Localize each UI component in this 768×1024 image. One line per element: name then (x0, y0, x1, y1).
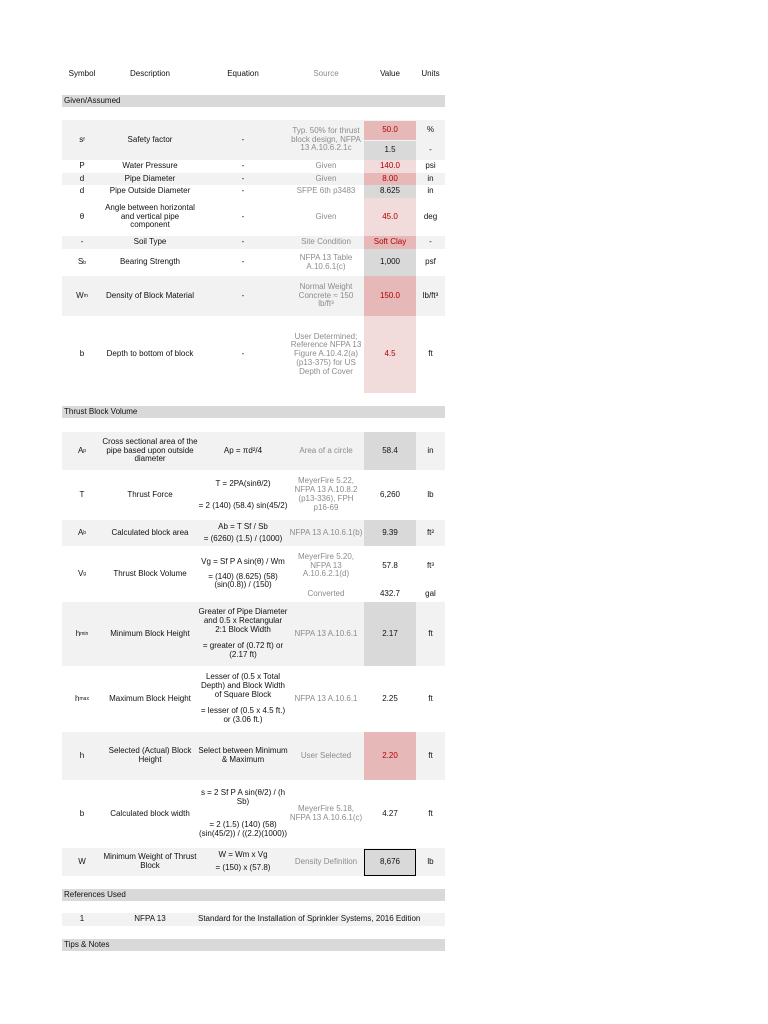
desc-d-outside: Pipe Outside Diameter (109, 186, 191, 196)
units-t: lb (427, 489, 434, 499)
eq-w-substituted: = (150) x (57.8) (215, 863, 271, 872)
desc-b-width: Calculated block width (110, 808, 190, 818)
section-given-title: Given/Assumed (64, 95, 121, 105)
section-references-title: References Used (64, 889, 126, 899)
value-hmax: 2.25 (382, 693, 398, 703)
value-p: 140.0 (364, 160, 416, 173)
value-wm: 150.0 (364, 276, 416, 316)
symbol-w: W (78, 856, 86, 866)
source-soil: Site Condition (301, 237, 351, 247)
eq-b-width-substituted: = 2 (1.5) (140) (58) (sin(45/2)) / ((2.2)(1000)) (198, 820, 288, 838)
source-d-outside: SFPE 6th p3483 (296, 186, 356, 196)
eq-t-substituted: = 2 (140) (58.4) sin(45/2) (198, 500, 288, 510)
source-hmax: NFPA 13 A.10.6.1 (294, 693, 358, 703)
source-sf: Typ. 50% for thrust block design, NFPA 13 A.10.6.2.1c (291, 125, 361, 153)
reference-number: 1 (79, 914, 85, 924)
source-ab: NFPA 13 A.10.6.1(b) (289, 527, 363, 537)
eq-hmin-formula: Greater of Pipe Diameter and 0.5 x Rectangular 2:1 Block Width (198, 607, 288, 634)
header-symbol: Symbol (68, 69, 96, 79)
source-p: Given (315, 161, 337, 171)
eq-d-outside: - (241, 186, 245, 196)
eq-wm: - (241, 290, 245, 300)
eq-hmax-formula: Lesser of (0.5 x Total Depth) and Block Width of Square Block (200, 672, 286, 699)
eq-hmin-substituted: = greater of (0.72 ft) or (2.17 ft) (202, 641, 284, 660)
eq-hmax-substituted: = lesser of (0.5 x 4.5 ft.) or (3.06 ft.) (200, 706, 286, 725)
eq-w (198, 848, 288, 876)
value-w: 8,676 (364, 849, 416, 876)
desc-sf: Safety factor (127, 134, 173, 144)
source-vg: MeyerFire 5.20, NFPA 13 A.10.6.2.1(d) (297, 551, 355, 579)
eq-p: - (241, 161, 245, 171)
symbol-b-width: b (79, 808, 85, 818)
eq-vg-substituted: = (140) (8.625) (58) (sin(0.8)) / (150) (208, 571, 278, 590)
units-d: in (427, 173, 434, 183)
desc-h: Selected (Actual) Block Height (108, 746, 192, 764)
value-hmin: 2.17 (364, 602, 416, 666)
eq-d: - (241, 173, 245, 183)
symbol-hmin: h min (75, 628, 89, 638)
eq-ab (198, 520, 288, 546)
eq-sb: - (241, 257, 245, 267)
symbol-h: h (79, 750, 85, 760)
value-sf-factor: 1.5 (364, 141, 416, 160)
source-t: MeyerFire 5.22, NFPA 13 A.10.8.2 (p13-336), FPH p16-69 (294, 476, 358, 512)
symbol-p: P (79, 161, 85, 171)
eq-w-formula: W = Wm x Vg (218, 850, 268, 860)
value-d-outside: 8.625 (364, 185, 416, 198)
header-equation: Equation (227, 69, 259, 79)
source-sb: NFPA 13 Table A.10.6.1(c) (299, 252, 353, 271)
symbol-t: T (79, 489, 85, 499)
units-soil: - (429, 237, 432, 247)
units-sf-factor: - (429, 145, 432, 155)
units-theta: deg (423, 211, 438, 221)
source-b-depth: User Determined; Reference NFPA 13 Figure A.10.4.2(a) (p13-375) for US Depth of Cover (290, 331, 362, 376)
desc-soil: Soil Type (133, 237, 167, 247)
value-h[interactable]: 2.20 (364, 732, 416, 780)
symbol-d: d (79, 173, 85, 183)
units-hmax: ft (428, 693, 433, 703)
eq-sf: - (241, 134, 245, 144)
eq-hmax (198, 666, 288, 732)
eq-vg-formula: Vg = Sf P A sin(θ) / Wm (201, 556, 285, 566)
symbol-ap: A p (77, 445, 87, 455)
reference-name: NFPA 13 (134, 914, 166, 924)
section-thrust-title: Thrust Block Volume (64, 406, 138, 416)
eq-t (198, 470, 288, 520)
value-ap: 58.4 (364, 432, 416, 470)
units-b-depth: ft (428, 349, 433, 359)
source-hmin: NFPA 13 A.10.6.1 (294, 628, 358, 638)
symbol-b-depth: b (79, 349, 85, 359)
units-h: ft (428, 750, 433, 760)
units-p: psi (425, 161, 436, 171)
desc-hmax: Maximum Block Height (109, 693, 191, 703)
value-soil[interactable]: Soft Clay (364, 236, 416, 249)
eq-t-formula: T = 2PA(sinθ/2) (215, 478, 271, 488)
eq-ap: Ap = πd²/4 (223, 445, 263, 455)
value-vg-gal: 432.7 (379, 588, 401, 598)
eq-h: Select between Minimum & Maximum (198, 746, 288, 764)
desc-p: Water Pressure (122, 161, 178, 171)
eq-b-width-formula: s = 2 Sf P A sin(θ/2) / (h Sb) (200, 788, 286, 807)
value-ab: 9.39 (364, 520, 416, 546)
source-theta: Given (315, 211, 337, 221)
source-b-width: MeyerFire 5.18, NFPA 13 A.10.6.1(c) (289, 804, 363, 822)
symbol-theta: θ (79, 211, 85, 221)
units-vg-gal: gal (425, 588, 436, 598)
symbol-wm: W m (76, 290, 88, 300)
units-sb: psf (425, 257, 436, 267)
desc-vg: Thrust Block Volume (113, 568, 187, 578)
units-sf-percent: % (426, 125, 435, 135)
eq-vg (198, 546, 288, 602)
units-d-outside: in (427, 186, 434, 196)
value-theta: 45.0 (364, 198, 416, 236)
value-d: 8.00 (364, 173, 416, 185)
eq-ab-formula: Ab = T Sf / Sb (218, 521, 268, 531)
header-units: Units (421, 69, 440, 79)
units-hmin: ft (428, 628, 433, 638)
desc-w: Minimum Weight of Thrust Block (103, 852, 197, 870)
reference-title: Standard for the Installation of Sprinkler Systems, 2016 Edition (198, 914, 421, 924)
desc-b-depth: Depth to bottom of block (106, 349, 194, 359)
source-w: Density Definition (294, 856, 358, 866)
value-vg: 57.8 (382, 560, 398, 570)
symbol-vg: V g (77, 568, 87, 578)
source-d: Given (315, 173, 337, 183)
header-source: Source (313, 69, 339, 79)
symbol-d-outside: d (79, 186, 85, 196)
desc-theta: Angle between horizontal and vertical pipe component (105, 202, 195, 230)
header-description: Description (129, 69, 170, 79)
value-sb: 1,000 (364, 249, 416, 276)
desc-sb: Bearing Strength (119, 257, 181, 267)
desc-ab: Calculated block area (111, 527, 189, 537)
desc-hmin: Minimum Block Height (110, 628, 190, 638)
desc-wm: Density of Block Material (105, 290, 195, 300)
eq-theta: - (241, 211, 245, 221)
units-wm: lb/ft³ (422, 290, 439, 300)
desc-ap: Cross sectional area of the pipe based upon outside diameter (102, 436, 198, 464)
source-h: User Selected (300, 750, 352, 760)
eq-ab-substituted: = (6260) (1.5) / (1000) (203, 533, 283, 543)
units-w: lb (427, 856, 434, 866)
value-sf-percent: 50.0 (364, 121, 416, 140)
value-b-depth: 4.5 (364, 316, 416, 393)
source-wm: Normal Weight Concrete ≈ 150 lb/ft³ (298, 281, 354, 309)
symbol-sb: S b (77, 257, 87, 267)
units-ap: in (427, 445, 434, 455)
desc-t: Thrust Force (127, 489, 173, 499)
eq-b-depth: - (241, 349, 245, 359)
source-ap: Area of a circle (299, 445, 353, 455)
value-t: 6,260 (379, 489, 401, 499)
header-value: Value (380, 69, 400, 79)
desc-d: Pipe Diameter (124, 173, 176, 183)
eq-soil: - (241, 237, 245, 247)
symbol-ab: A b (77, 527, 87, 537)
units-vg: ft³ (426, 560, 435, 570)
eq-hmin (198, 602, 288, 666)
symbol-sf: s f (79, 134, 85, 144)
symbol-hmax: h max (75, 693, 89, 703)
units-ab: ft² (426, 527, 435, 537)
eq-b-width (198, 780, 288, 848)
units-b-width: ft (428, 808, 433, 818)
section-tips-title: Tips & Notes (64, 939, 110, 949)
value-b-width: 4.27 (382, 808, 398, 818)
symbol-soil: - (80, 237, 84, 247)
source-vg-converted: Converted (307, 588, 345, 598)
